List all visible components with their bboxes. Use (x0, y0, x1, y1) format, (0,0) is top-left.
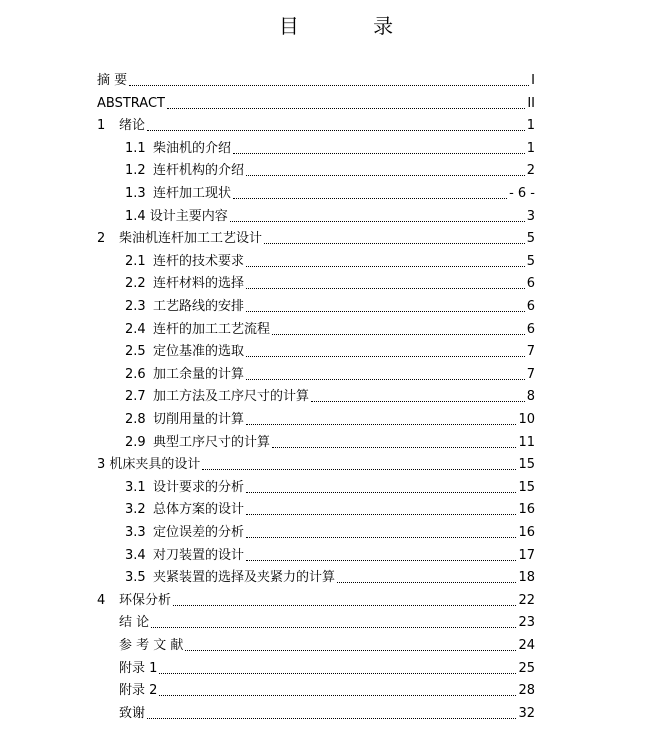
toc-entry-number: 3.4 (125, 547, 146, 563)
toc-entry-text: 夹紧装置的选择及夹紧力的计算 (153, 570, 336, 586)
toc-entry-text: 设计要求的分析 (153, 479, 245, 495)
dot-leader (246, 288, 525, 289)
toc-entry[interactable] (125, 474, 535, 496)
toc-entry-label (119, 706, 145, 722)
dot-leader (173, 605, 516, 606)
toc-entry-text: 3 机床夹具的设计 (97, 457, 201, 473)
toc-entry-page: 25 (518, 660, 535, 676)
toc-entry-page: 6 (526, 276, 535, 292)
toc-entry-label (119, 638, 183, 654)
toc-entry[interactable] (125, 180, 535, 202)
dot-leader (233, 153, 525, 154)
toc-entry-label (125, 525, 244, 541)
toc-entry[interactable] (125, 383, 535, 405)
toc-entry[interactable] (125, 406, 535, 428)
toc-entry-page: 1 (526, 118, 535, 134)
toc-entry-text: 切削用量的计算 (153, 412, 245, 427)
dot-leader (272, 447, 516, 448)
toc-entry-label (119, 683, 157, 699)
toc-entry[interactable] (97, 90, 535, 112)
toc-entry-label (125, 163, 244, 179)
toc-entry-page: 6 (526, 299, 535, 314)
toc-entry-number: 2.7 (125, 389, 146, 405)
toc-entry[interactable] (119, 700, 535, 722)
dot-leader (246, 424, 516, 425)
dot-leader (129, 85, 529, 86)
toc-entry-page: - 6 - (509, 186, 535, 201)
toc-entry[interactable] (97, 451, 535, 473)
toc-entry-number: 1.1 (125, 140, 146, 156)
toc-entry-number: 3.1 (125, 479, 146, 495)
toc-entry-label (125, 141, 231, 157)
toc-entry-label (125, 367, 244, 383)
toc-entry-number: 1.3 (125, 186, 146, 201)
toc-entry-label (125, 322, 270, 338)
toc-entry-page: 5 (526, 253, 535, 269)
toc-entry-page: 15 (518, 479, 535, 495)
toc-entry-text: 结 论 (119, 615, 150, 631)
toc-entry[interactable] (119, 632, 535, 654)
toc-entry[interactable] (125, 293, 535, 315)
toc-entry-label (125, 254, 244, 270)
dot-leader (233, 198, 507, 199)
toc-entry-page: 17 (518, 547, 535, 563)
toc-entry-text: 柴油机连杆加工工艺设计 (119, 231, 263, 247)
toc-entry-number: 3.3 (125, 525, 146, 540)
dot-leader (147, 718, 516, 719)
toc-entry[interactable] (125, 270, 535, 292)
toc-entry-label (125, 276, 244, 292)
toc-entry-text: 参 考 文 献 (119, 638, 184, 653)
toc-entry-text: 柴油机的介绍 (153, 140, 232, 156)
toc-entry-number: 2 (97, 231, 106, 247)
toc-entry-number: 4 (97, 592, 106, 608)
toc-entry-text: 连杆加工现状 (153, 186, 232, 201)
toc-entry-page: 16 (518, 525, 535, 540)
toc-entry-number: 1 (97, 118, 106, 134)
toc-entry-number: 1.2 (125, 163, 146, 179)
toc-entry-label (125, 548, 244, 564)
toc-entry[interactable] (97, 112, 535, 134)
dot-leader (159, 673, 516, 674)
toc-entry-number: 2.8 (125, 412, 146, 427)
toc-entry-label (125, 186, 231, 202)
toc-entry[interactable] (97, 67, 535, 89)
toc-entry[interactable] (119, 609, 535, 631)
toc-entry-page: II (527, 95, 535, 111)
toc-entry-page: 28 (518, 683, 535, 699)
toc-entry-label (119, 615, 149, 631)
dot-leader (167, 108, 525, 109)
toc-entry-page: 23 (518, 615, 535, 631)
dot-leader (246, 266, 525, 267)
toc-entry[interactable] (125, 496, 535, 518)
toc-entry-number: 2.9 (125, 434, 146, 450)
dot-leader (272, 334, 525, 335)
toc-entry[interactable] (119, 655, 535, 677)
toc-entry-label (125, 299, 244, 315)
toc-entry[interactable] (125, 248, 535, 270)
toc-entry-text: 1.4 设计主要内容 (125, 208, 228, 224)
toc-entry-text: 对刀装置的设计 (153, 547, 245, 563)
toc-entry[interactable] (125, 135, 535, 157)
dot-leader (246, 379, 525, 380)
toc-entry-page: 1 (526, 140, 535, 156)
toc-entry-text: 环保分析 (119, 592, 172, 608)
toc-entry[interactable] (125, 338, 535, 360)
dot-leader (246, 514, 516, 515)
toc-entry-text: ABSTRACT (97, 95, 165, 111)
toc-entry-text: 连杆材料的选择 (153, 276, 245, 292)
toc-entry-page: 32 (518, 705, 535, 721)
toc-entry[interactable] (97, 225, 535, 247)
toc-entry-text: 典型工序尺寸的计算 (153, 434, 271, 450)
toc-entry-number: 2.4 (125, 321, 146, 337)
toc-entry[interactable] (125, 429, 535, 451)
toc-entry[interactable] (125, 542, 535, 564)
toc-entry-label (119, 661, 157, 677)
toc-entry-label (125, 480, 244, 496)
toc-entry-label (125, 570, 335, 586)
dot-leader (185, 650, 516, 651)
toc-entry-number: 2.3 (125, 299, 146, 314)
toc-entry-number: 2.1 (125, 253, 146, 269)
dot-leader (246, 311, 525, 312)
toc-entry-text: 加工方法及工序尺寸的计算 (153, 389, 310, 405)
toc-entry-text: 连杆机构的介绍 (153, 163, 245, 179)
toc-entry-label (125, 344, 244, 360)
toc-entry-page: 18 (518, 570, 535, 586)
toc-entry-number: 3.5 (125, 570, 146, 586)
toc-entry[interactable] (125, 519, 535, 541)
toc-entry-page: 5 (526, 231, 535, 247)
toc-entry-number: 3.2 (125, 502, 146, 518)
toc-entry-label (97, 118, 145, 134)
dot-leader (264, 243, 525, 244)
toc-entry-label (125, 209, 228, 225)
toc-entry-number: 2.2 (125, 276, 146, 292)
dot-leader (337, 582, 516, 583)
toc-entry-page: 7 (526, 366, 535, 382)
toc-entry[interactable] (125, 157, 535, 179)
toc-entry-number: 2.5 (125, 344, 146, 360)
toc-entry-label (125, 435, 270, 451)
toc-entry-page: 24 (518, 638, 535, 653)
toc-entry-text: 致谢 (119, 705, 146, 721)
toc-entry-label (97, 231, 262, 247)
toc-entry-page: 11 (518, 434, 535, 450)
toc-entry-text: 连杆的技术要求 (153, 253, 245, 269)
toc-entry-page: 2 (526, 163, 535, 179)
toc-entry-text: 定位误差的分析 (153, 525, 245, 540)
toc-entry-text: 绪论 (119, 118, 146, 134)
dot-leader (147, 130, 525, 131)
toc-entry-label (125, 389, 309, 405)
dot-leader (246, 560, 516, 561)
toc-entry-label (125, 502, 244, 518)
dot-leader (246, 175, 525, 176)
dot-leader (311, 401, 525, 402)
toc-entry-text: 连杆的加工工艺流程 (153, 321, 271, 337)
toc-entry[interactable] (97, 587, 535, 609)
toc-entry-page: I (531, 73, 535, 88)
toc-entry-text: 摘 要 (97, 73, 128, 88)
dot-leader (246, 492, 516, 493)
toc-entry-number: 2.6 (125, 366, 146, 382)
dot-leader (159, 695, 516, 696)
toc-entry-page: 8 (526, 389, 535, 405)
toc-entry-page: 7 (526, 344, 535, 360)
toc-entry[interactable] (125, 203, 535, 225)
toc-entry-page: 3 (526, 208, 535, 224)
toc-entry-page: 10 (518, 412, 535, 427)
toc-entry-text: 附录 2 (119, 683, 158, 699)
toc-entry-label (97, 96, 165, 112)
toc-entry[interactable] (125, 564, 535, 586)
toc-entry[interactable] (125, 361, 535, 383)
dot-leader (246, 537, 516, 538)
toc-entry-text: 加工余量的计算 (153, 366, 245, 382)
dot-leader (230, 221, 525, 222)
toc-entry-label (97, 593, 171, 609)
toc-entry-page: 22 (518, 592, 535, 608)
toc-entry[interactable] (119, 677, 535, 699)
toc-entry-label (125, 412, 244, 428)
toc-entry-text: 工艺路线的安排 (153, 299, 245, 314)
toc-title: 目 录 (278, 14, 428, 38)
dot-leader (202, 469, 516, 470)
toc-entry-page: 6 (526, 321, 535, 337)
toc-entry-text: 附录 1 (119, 660, 158, 676)
toc-entry-page: 15 (518, 457, 535, 473)
dot-leader (151, 627, 516, 628)
toc-entry-text: 定位基准的选取 (153, 344, 245, 360)
toc-entry-label (97, 73, 127, 89)
dot-leader (246, 356, 525, 357)
toc-entry-page: 16 (518, 502, 535, 518)
toc-entry-label (97, 457, 200, 473)
toc-entry[interactable] (125, 316, 535, 338)
toc-entry-text: 总体方案的设计 (153, 502, 245, 518)
